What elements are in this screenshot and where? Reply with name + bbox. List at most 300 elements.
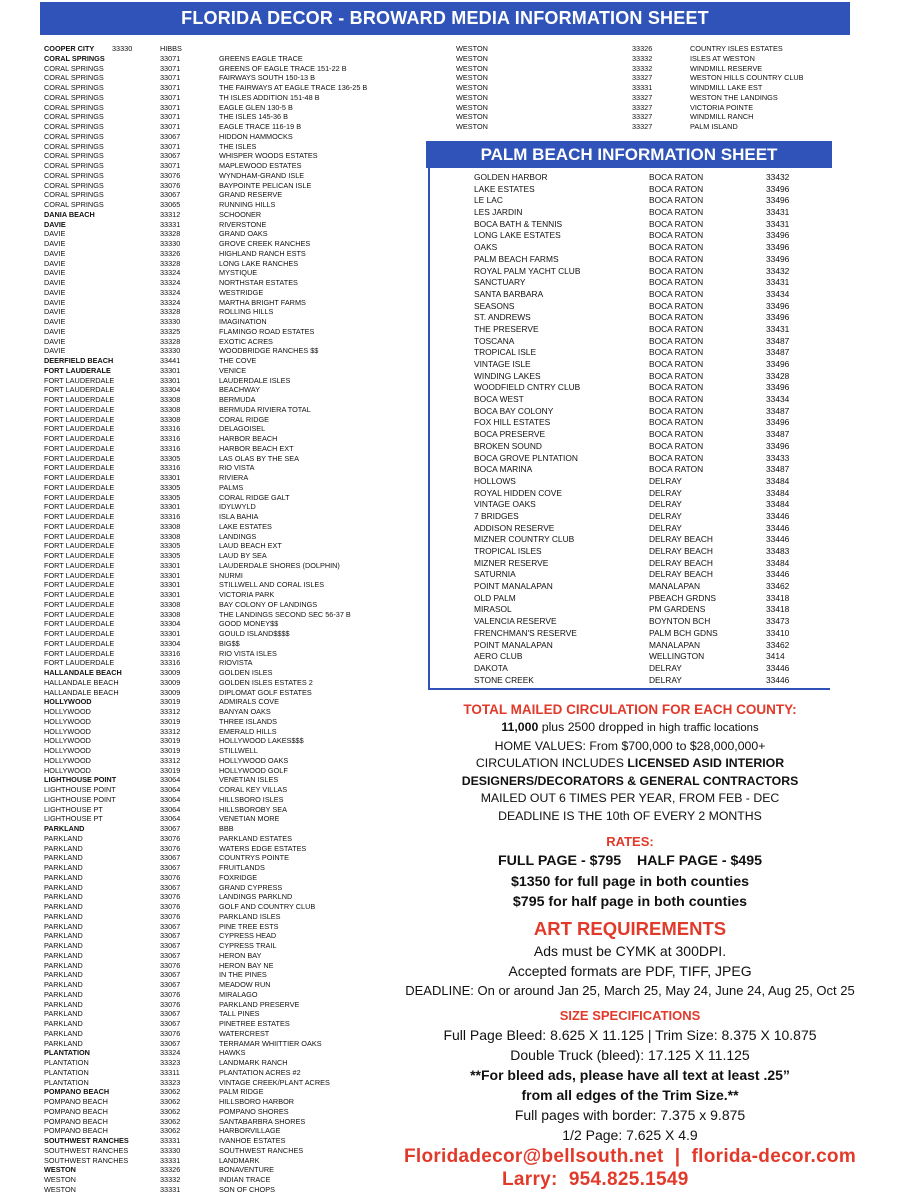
city: DAVIE: [44, 346, 66, 356]
circulation-deadline: DEADLINE IS THE 10th OF EVERY 2 MONTHS: [498, 808, 762, 823]
palm-beach-title: PALM BEACH INFORMATION SHEET: [480, 145, 778, 164]
zip: 33009: [160, 677, 181, 687]
listing-row: [44, 1107, 434, 1117]
zip: 33067: [160, 941, 181, 950]
subdivision: SON OF CHOPS: [219, 1184, 275, 1194]
subdivision: THE ISLES: [219, 141, 257, 151]
community: DAKOTA: [474, 662, 508, 673]
city: PARKLAND: [44, 824, 85, 833]
city: WESTON: [456, 102, 488, 112]
zip: 33308: [160, 395, 181, 404]
subdivision: HOLLYWOOD LAKES$$$: [219, 736, 304, 746]
palm-beach-title-banner: [426, 141, 832, 168]
city: FORT LAUDERDALE: [44, 521, 115, 531]
rates-line-3: $795 for half page in both counties: [512, 894, 748, 910]
subdivision: LANDMARK RANCH: [219, 1058, 288, 1067]
subdivision: BEACHWAY: [219, 385, 260, 395]
listing-row: [44, 434, 434, 444]
subdivision: WINDMILL RANCH: [690, 112, 754, 122]
listing-row: [44, 951, 434, 961]
city: POMPANO BEACH: [44, 1087, 110, 1097]
zip: 33316: [160, 424, 181, 434]
listing-row: [44, 229, 434, 239]
zip: 33331: [160, 1155, 181, 1165]
zip: 33076: [160, 911, 181, 921]
subdivision: HARBOR BEACH: [219, 434, 278, 443]
listing-row: [456, 54, 850, 64]
subdivision: LANDMARK: [219, 1155, 260, 1165]
city: BOCA RATON: [649, 172, 704, 182]
subdivision: ADMIRALS COVE: [219, 697, 280, 707]
zip: 33327: [632, 73, 653, 83]
zip: 33067: [160, 1038, 181, 1048]
subdivision: MIRALAGO: [219, 989, 258, 999]
city: WESTON: [456, 44, 488, 53]
city: HOLLYWOOD: [44, 707, 91, 716]
subdivision: HILLSBORO ISLES: [219, 794, 284, 804]
city: BOCA RATON: [649, 359, 704, 369]
subdivision: WATERS EDGE ESTATES: [219, 843, 307, 853]
zip: 33326: [160, 248, 181, 258]
city: PLANTATION: [44, 1067, 89, 1077]
city: WESTON: [44, 1175, 76, 1184]
zip: 33487: [766, 335, 790, 346]
community: LE LAC: [474, 195, 503, 206]
zip: 33496: [766, 382, 790, 393]
city: DAVIE: [44, 248, 66, 258]
city: CORAL SPRINGS: [44, 53, 105, 63]
subdivision: HIGHLAND RANCH ESTS: [219, 248, 306, 258]
zip: 33496: [766, 417, 790, 428]
listing-row: [44, 220, 434, 230]
community: OLD PALM: [474, 592, 516, 603]
community: ADDISON RESERVE: [474, 522, 555, 533]
listing-row: [44, 278, 434, 288]
size-line-4: from all edges of the Trim Size.**: [521, 1086, 739, 1103]
subdivision: ISLES AT WESTON: [690, 53, 755, 63]
community: TROPICAL ISLE: [474, 347, 537, 358]
page-title-banner: [40, 2, 850, 35]
palm-beach-row: [474, 488, 824, 500]
zip: 33496: [766, 440, 790, 451]
listing-row: [44, 863, 434, 873]
listing-row: [456, 44, 850, 54]
listing-row: [44, 366, 434, 376]
city: PARKLAND: [44, 833, 83, 843]
palm-beach-row: [474, 301, 824, 313]
palm-beach-row: [474, 289, 824, 301]
zip: 33062: [160, 1126, 181, 1136]
subdivision: MEADOW RUN: [219, 980, 271, 989]
listing-row: [44, 385, 434, 395]
listing-row: [44, 190, 434, 200]
community: SEASONS: [474, 300, 515, 311]
subdivision: CORAL RIDGE: [219, 414, 270, 424]
palm-beach-row: [474, 651, 824, 663]
city: PARKLAND: [44, 1009, 83, 1019]
zip: 33301: [160, 629, 181, 638]
city: MANALAPAN: [649, 581, 701, 592]
subdivision: MAPLEWOOD ESTATES: [219, 161, 302, 170]
contact-phone[interactable]: Larry: 954.825.1549: [502, 1168, 689, 1190]
city: BOCA RATON: [649, 288, 704, 299]
listing-row: [44, 249, 434, 259]
listing-row: [44, 629, 434, 639]
community: BOCA MARINA: [474, 464, 533, 475]
zip: 33067: [160, 882, 181, 892]
subdivision: EXOTIC ACRES: [219, 336, 273, 346]
palm-beach-row: [474, 616, 824, 628]
listing-row: [44, 473, 434, 483]
zip: 33308: [160, 599, 181, 609]
zip: 33432: [766, 265, 790, 276]
city: WESTON: [44, 1165, 76, 1175]
zip: 33071: [160, 92, 181, 102]
city: PARKLAND: [44, 882, 83, 892]
listing-row: [44, 112, 434, 122]
listing-row: [44, 1156, 434, 1166]
subdivision: FAIRWAYS SOUTH 150-13 B: [219, 73, 315, 83]
zip: 33324: [160, 268, 181, 278]
listing-row: [44, 658, 434, 668]
subdivision: HERON BAY NE: [219, 960, 274, 970]
zip: 33324: [160, 297, 181, 307]
city: PARKLAND: [44, 902, 83, 911]
zip: 33301: [160, 502, 181, 512]
community: BROKEN SOUND: [474, 440, 542, 451]
city: FORT LAUDERDALE: [44, 502, 115, 512]
subdivision: NORTHSTAR ESTATES: [219, 278, 298, 287]
zip: 33076: [160, 1028, 181, 1038]
zip: 33062: [160, 1116, 181, 1126]
zip: 33019: [160, 736, 181, 746]
subdivision: HAWKS: [219, 1048, 246, 1058]
city: HOLLYWOOD: [44, 736, 91, 746]
listing-row: [44, 1097, 434, 1107]
zip: 33316: [160, 658, 181, 668]
city: PLANTATION: [44, 1058, 89, 1067]
palm-beach-row: [474, 476, 824, 488]
zip: 33312: [160, 726, 181, 736]
zip: 33496: [766, 253, 790, 264]
subdivision: THE LANDINGS SECOND SEC 56-37 B: [219, 609, 351, 619]
city: PARKLAND: [44, 950, 83, 960]
palm-beach-row: [474, 675, 824, 687]
community: STONE CREEK: [474, 674, 534, 685]
zip: 33446: [766, 510, 790, 521]
city: PARKLAND: [44, 1019, 83, 1028]
subdivision: BERMUDA RIVIERA TOTAL: [219, 404, 311, 414]
city: FORT LAUDERDALE: [44, 512, 115, 521]
zip: 33330: [112, 44, 133, 53]
listing-row: [44, 259, 434, 269]
listing-row: [44, 619, 434, 629]
zip: 33484: [766, 475, 790, 486]
city: DAVIE: [44, 317, 66, 326]
community: WOODFIELD CNTRY CLUB: [474, 382, 581, 393]
listing-row: [44, 1146, 434, 1156]
zip: 33446: [766, 522, 790, 533]
listing-row: [44, 171, 434, 181]
city: BOCA RATON: [649, 195, 704, 206]
city: FORT LAUDERDALE: [44, 629, 115, 638]
zip: 33076: [160, 170, 181, 180]
subdivision: PINETREE ESTATES: [219, 1019, 290, 1028]
zip: 33019: [160, 746, 181, 755]
subdivision: HARBOR BEACH EXT: [219, 443, 294, 453]
listing-row: [44, 941, 434, 951]
city: DELRAY BEACH: [649, 546, 713, 556]
size-line-6: 1/2 Page: 7.625 X 4.9: [562, 1126, 698, 1143]
city: DELRAY: [649, 499, 682, 510]
listing-row: [44, 775, 434, 785]
zip: 33410: [766, 627, 790, 638]
subdivision: WESTON THE LANDINGS: [690, 92, 778, 102]
zip: 33418: [766, 604, 790, 615]
zip: 33328: [160, 307, 181, 317]
zip: 33062: [160, 1097, 181, 1106]
palm-beach-section: [428, 168, 830, 690]
subdivision: DIPLOMAT GOLF ESTATES: [219, 687, 312, 697]
listing-row: [44, 610, 434, 620]
city: BOCA RATON: [649, 323, 704, 334]
palm-beach-row: [474, 277, 824, 289]
community: SANTA BARBARA: [474, 288, 544, 299]
zip: 33327: [632, 102, 653, 112]
listing-row: [44, 668, 434, 678]
listing-row: [44, 561, 434, 571]
listing-row: [44, 444, 434, 454]
zip: 33324: [160, 287, 181, 297]
listing-row: [44, 541, 434, 551]
palm-beach-row: [474, 417, 824, 429]
zip: 33071: [160, 53, 181, 63]
contact-email-website[interactable]: Floridadecor@bellsouth.net | florida-decor.com: [403, 1145, 857, 1167]
zip: 33019: [160, 697, 181, 707]
city: CORAL SPRINGS: [44, 122, 104, 131]
community: POINT MANALAPAN: [474, 581, 553, 592]
subdivision: WHISPER WOODS ESTATES: [219, 151, 318, 161]
listing-row: [44, 756, 434, 766]
subdivision: HOLLYWOOD OAKS: [219, 755, 289, 765]
city: PARKLAND: [44, 1038, 83, 1048]
zip: 33432: [766, 172, 790, 182]
palm-beach-row: [474, 464, 824, 476]
city: PARKLAND: [44, 931, 83, 941]
subdivision: PARKLAND ISLES: [219, 911, 281, 921]
zip: 33071: [160, 102, 181, 112]
size-line-3: **For bleed ads, please have all text at least .25”: [470, 1066, 790, 1083]
subdivision: RIO VISTA ISLES: [219, 648, 277, 658]
zip: 33496: [766, 242, 790, 253]
community: THE PRESERVE: [474, 323, 539, 334]
listing-row: [44, 1165, 434, 1175]
palm-beach-row: [474, 441, 824, 453]
listing-row: [44, 1029, 434, 1039]
listing-row: [44, 1117, 434, 1127]
community: OAKS: [474, 242, 498, 253]
subdivision: ROLLING HILLS: [219, 307, 274, 317]
city: WELLINGTON: [649, 651, 705, 662]
zip: 33071: [160, 73, 181, 83]
zip: 33328: [160, 229, 181, 239]
zip: 33308: [160, 521, 181, 531]
city: PARKLAND: [44, 970, 83, 980]
city: BOCA RATON: [649, 417, 704, 428]
city: BOCA RATON: [649, 265, 704, 276]
palm-beach-row: [474, 604, 824, 616]
city: FORT LAUDERDALE: [44, 531, 115, 541]
city: CORAL SPRINGS: [44, 141, 104, 151]
city: HOLLYWOOD: [44, 765, 91, 775]
subdivision: LAS OLAS BY THE SEA: [219, 453, 300, 463]
city: DELRAY: [649, 475, 682, 486]
city: CORAL SPRINGS: [44, 73, 104, 83]
community: BOCA BAY COLONY: [474, 405, 554, 416]
community: VALENCIA RESERVE: [474, 616, 557, 627]
city: POMPANO BEACH: [44, 1106, 108, 1116]
city: DELRAY BEACH: [649, 569, 713, 580]
community: FRENCHMAN'S RESERVE: [474, 627, 577, 638]
subdivision: THE ISLES 145-36 B: [219, 112, 288, 122]
city: BOCA RATON: [649, 242, 704, 253]
subdivision: PARKLAND PRESERVE: [219, 999, 300, 1009]
zip: 33067: [160, 931, 181, 941]
city: DAVIE: [44, 287, 66, 297]
zip: 33305: [160, 541, 181, 551]
city: PARKLAND: [44, 999, 83, 1009]
zip: 33332: [632, 63, 653, 73]
circulation-includes-bold: LICENSED ASID INTERIOR: [627, 756, 785, 770]
subdivision: WESTON HILLS COUNTRY CLUB: [690, 73, 804, 83]
city: POMPANO BEACH: [44, 1097, 108, 1106]
city: DAVIE: [44, 268, 66, 278]
city: POMPANO BEACH: [44, 1116, 108, 1126]
zip: 33071: [160, 141, 181, 151]
size-specifications-title: SIZE SPECIFICATIONS: [559, 1007, 701, 1023]
subdivision: BONAVENTURE: [219, 1165, 275, 1175]
listing-row: [44, 288, 434, 298]
city: BOCA RATON: [649, 382, 704, 393]
zip: 33328: [160, 258, 181, 268]
community: FOX HILL ESTATES: [474, 417, 551, 428]
palm-beach-row: [474, 347, 824, 359]
community: MIRASOL: [474, 604, 512, 615]
city: FORT LAUDERDALE: [44, 395, 115, 404]
listing-row: [44, 532, 434, 542]
community: TROPICAL ISLES: [474, 546, 542, 556]
city: FORT LAUDERDALE: [44, 375, 115, 385]
city: DELRAY BEACH: [649, 557, 713, 568]
city: HOLLYWOOD: [44, 726, 91, 736]
zip: 33316: [160, 443, 181, 453]
palm-beach-row: [474, 359, 824, 371]
zip: 33431: [766, 277, 790, 288]
listing-row: [44, 717, 434, 727]
listing-row: [44, 580, 434, 590]
palm-beach-row: [474, 230, 824, 242]
city: BOCA RATON: [649, 464, 704, 475]
community: ROYAL HIDDEN COVE: [474, 487, 562, 498]
rates-line-2: $1350 for full page in both counties: [510, 873, 750, 890]
listing-row: [44, 844, 434, 854]
city: FORT LAUDERDALE: [44, 658, 115, 668]
subdivision: PALM ISLAND: [690, 122, 738, 131]
listing-row: [44, 1039, 434, 1049]
palm-beach-row: [474, 581, 824, 593]
zip: 33487: [766, 429, 790, 440]
listing-row: [44, 707, 434, 717]
zip: 33064: [160, 794, 181, 804]
art-deadline: DEADLINE: On or around Jan 25, March 25, May 24, June 24, Aug 25, Oct 25: [405, 982, 855, 998]
zip: 33071: [160, 122, 181, 131]
city: FORT LAUDERALE: [44, 365, 111, 375]
subdivision: HILLSBOROBY SEA: [219, 804, 287, 814]
listing-row: [44, 1058, 434, 1068]
zip: 33330: [160, 317, 181, 326]
listing-row: [44, 980, 434, 990]
subdivision: EMERALD HILLS: [219, 726, 277, 736]
city: HALLANDALE BEACH: [44, 677, 119, 687]
city: FORT LAUDERDALE: [44, 385, 115, 395]
listing-row: [44, 239, 434, 249]
zip: 33487: [766, 464, 790, 475]
city: DAVIE: [44, 219, 66, 229]
city: BOCA RATON: [649, 394, 704, 405]
zip: 33308: [160, 531, 181, 541]
listing-row: [44, 1175, 434, 1185]
zip: 33067: [160, 853, 181, 863]
community: TOSCANA: [474, 335, 515, 346]
listing-row: [44, 600, 434, 610]
listing-row: [44, 268, 434, 278]
listing-row: [44, 522, 434, 532]
city: DEERFIELD BEACH: [44, 356, 114, 365]
subdivision: GOOD MONEY$$: [219, 619, 279, 629]
art-line-1: Ads must be CYMK at 300DPI.: [533, 942, 727, 959]
listing-row: [44, 678, 434, 688]
city: CORAL SPRINGS: [44, 131, 104, 141]
subdivision: STILLWELL: [219, 746, 258, 755]
zip: 33308: [160, 414, 181, 424]
city: SOUTHWEST RANCHES: [44, 1145, 129, 1155]
zip: 33064: [160, 804, 181, 814]
listing-row: [44, 73, 434, 83]
city: FORT LAUDERDALE: [44, 590, 115, 599]
zip: 33019: [160, 716, 181, 726]
page-title: FLORIDA DECOR - BROWARD MEDIA INFORMATION SHEET: [181, 8, 709, 28]
subdivision: SCHOONER: [219, 209, 262, 219]
palm-beach-row: [474, 312, 824, 324]
zip: 33076: [160, 902, 181, 911]
zip: 33067: [160, 970, 181, 980]
listing-row: [44, 795, 434, 805]
listing-row: [44, 1048, 434, 1058]
city: PARKLAND: [44, 960, 83, 970]
city: DAVIE: [44, 278, 66, 287]
listing-row: [44, 44, 434, 54]
listing-row: [44, 746, 434, 756]
zip: 33441: [160, 356, 181, 365]
listing-row: [44, 463, 434, 473]
palm-beach-row: [474, 499, 824, 511]
zip: 33076: [160, 872, 181, 882]
city: PARKLAND: [44, 911, 83, 921]
zip: 33496: [766, 195, 790, 206]
zip: 33332: [632, 53, 653, 63]
zip: 33496: [766, 230, 790, 241]
subdivision: MYSTIQUE: [219, 268, 258, 278]
